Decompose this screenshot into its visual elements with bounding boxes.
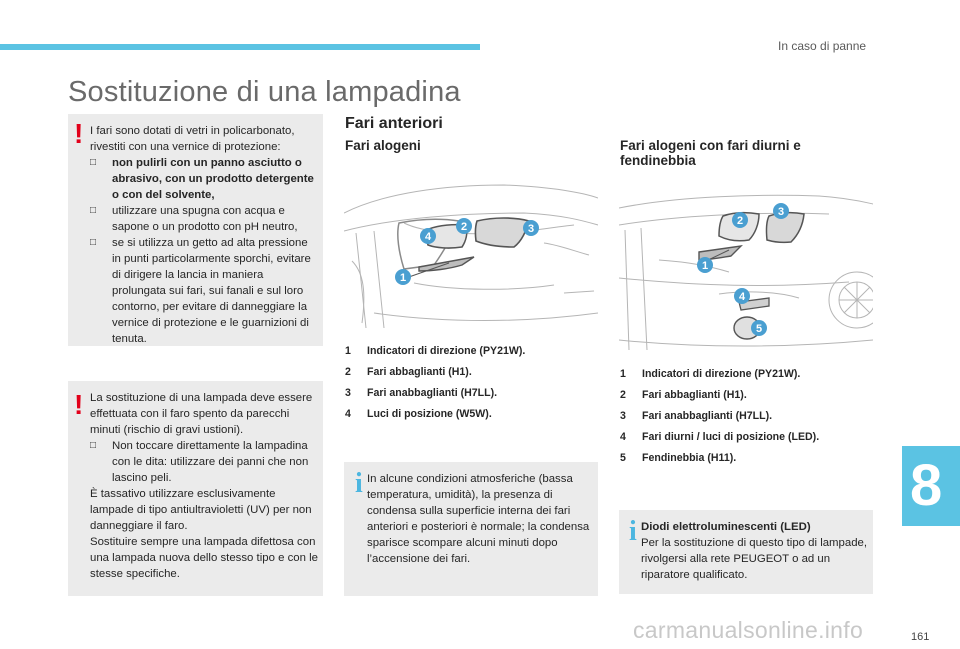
- list-item: 2 Fari abbaglianti (H1).: [620, 389, 747, 401]
- bulb-list-drl-foglamp: [620, 368, 870, 472]
- info-text: In alcune condizioni atmosferiche (bassa temperatura, umidità), la presenza di condensa sulla superficie interna dei fari anteriori e posteriori è normale; la condensa sparisce scompare alcuni minuti dopo l’accensione dei fari.: [367, 473, 590, 565]
- warning-box-bulb-replacement: [68, 381, 323, 596]
- callout-number: 3: [777, 206, 785, 218]
- callout-number: 2: [736, 215, 744, 227]
- info-box-condensation: [344, 462, 598, 596]
- checkbox-bullet-icon: □: [90, 205, 97, 216]
- watermark: carmanualsonline.info: [633, 617, 864, 643]
- chapter-number: 8: [910, 453, 943, 518]
- info-icon: i: [629, 516, 637, 547]
- checkbox-bullet-icon: □: [90, 237, 97, 248]
- info-title: Diodi elettroluminescenti (LED): [641, 521, 811, 533]
- callout-number: 5: [755, 323, 763, 335]
- warning-item-text: se si utilizza un getto ad alta pressione in punti particolarmente sporchi, evitare di dirigere la lancia in maniera prolungata sui fari, sui fanali e sul loro contorno, per evitare di danneggiare la vernice di protezione e le guarnizioni di tenuta.: [112, 237, 311, 345]
- info-box-led: [619, 510, 873, 594]
- checkbox-bullet-icon: □: [90, 157, 97, 168]
- info-text: Per la sostituzione di questo tipo di lampade, rivolgersi alla rete PEUGEOT o ad un riparatore qualificato.: [641, 537, 868, 581]
- list-item: 4 Luci di posizione (W5W).: [345, 408, 492, 420]
- callout-number: 4: [424, 231, 432, 243]
- subsection-heading: Fari alogeni: [345, 138, 421, 153]
- warning-paragraph: Sostituire sempre una lampada difettosa con una lampada nuova dello stesso tipo e con le stesse specifiche.: [90, 536, 318, 580]
- warning-icon: !: [74, 389, 84, 420]
- warning-item: [90, 438, 318, 486]
- warning-item: [90, 235, 318, 347]
- warning-intro: La sostituzione di una lampada deve essere effettuata con il faro spento da parecchi minuti (rischio di gravi ustioni).: [90, 392, 313, 436]
- callout-number: 2: [460, 221, 468, 233]
- list-item: 4 Fari diurni / luci di posizione (LED).: [620, 431, 820, 443]
- warning-box-polycarbonate: [68, 114, 323, 346]
- warning-paragraph: È tassativo utilizzare esclusivamente lampade di tipo antiultravioletti (UV) per non danneggiare il faro.: [90, 488, 312, 532]
- list-item: 1 Indicatori di direzione (PY21W).: [620, 368, 801, 380]
- headlight-illustration-drl-foglamp: [619, 190, 873, 355]
- header-accent-bar: [0, 44, 480, 50]
- list-item: 3 Fari anabbaglianti (H7LL).: [345, 387, 498, 399]
- subsection-heading: Fari alogeni con fari diurni e fendinebbia: [620, 138, 801, 168]
- callout-number: 3: [527, 223, 535, 235]
- warning-icon: !: [74, 118, 84, 149]
- bulb-list-halogen: [345, 345, 595, 425]
- warning-item: [90, 155, 318, 203]
- list-item: 3 Fari anabbaglianti (H7LL).: [620, 410, 773, 422]
- callout-number: 1: [399, 272, 407, 284]
- warning-item-text: Non toccare direttamente la lampadina con le dita: utilizzare dei panni che non lascino peli.: [112, 440, 309, 484]
- warning-item: [90, 203, 318, 235]
- warning-intro: I fari sono dotati di vetri in policarbonato, rivestiti con una vernice di protezione:: [90, 125, 295, 153]
- info-icon: i: [355, 468, 363, 499]
- warning-item-text: utilizzare una spugna con acqua e sapone o un prodotto con pH neutro,: [112, 205, 298, 233]
- list-item: 5 Fendinebbia (H11).: [620, 452, 737, 464]
- warning-item-text: non pulirli con un panno asciutto o abrasivo, con un prodotto detergente o con del solvente,: [112, 157, 314, 201]
- checkbox-bullet-icon: □: [90, 440, 97, 451]
- section-heading: Fari anteriori: [345, 115, 443, 132]
- callout-number: 4: [738, 291, 746, 303]
- page-number: 161: [911, 631, 930, 643]
- list-item: 1 Indicatori di direzione (PY21W).: [345, 345, 526, 357]
- page-title: Sostituzione di una lampadina: [68, 76, 461, 108]
- section-title: In caso di panne: [778, 39, 867, 53]
- headlight-illustration-halogen: [344, 173, 598, 333]
- list-item: 2 Fari abbaglianti (H1).: [345, 366, 472, 378]
- chapter-tab: [902, 446, 960, 526]
- callout-number: 1: [701, 260, 709, 272]
